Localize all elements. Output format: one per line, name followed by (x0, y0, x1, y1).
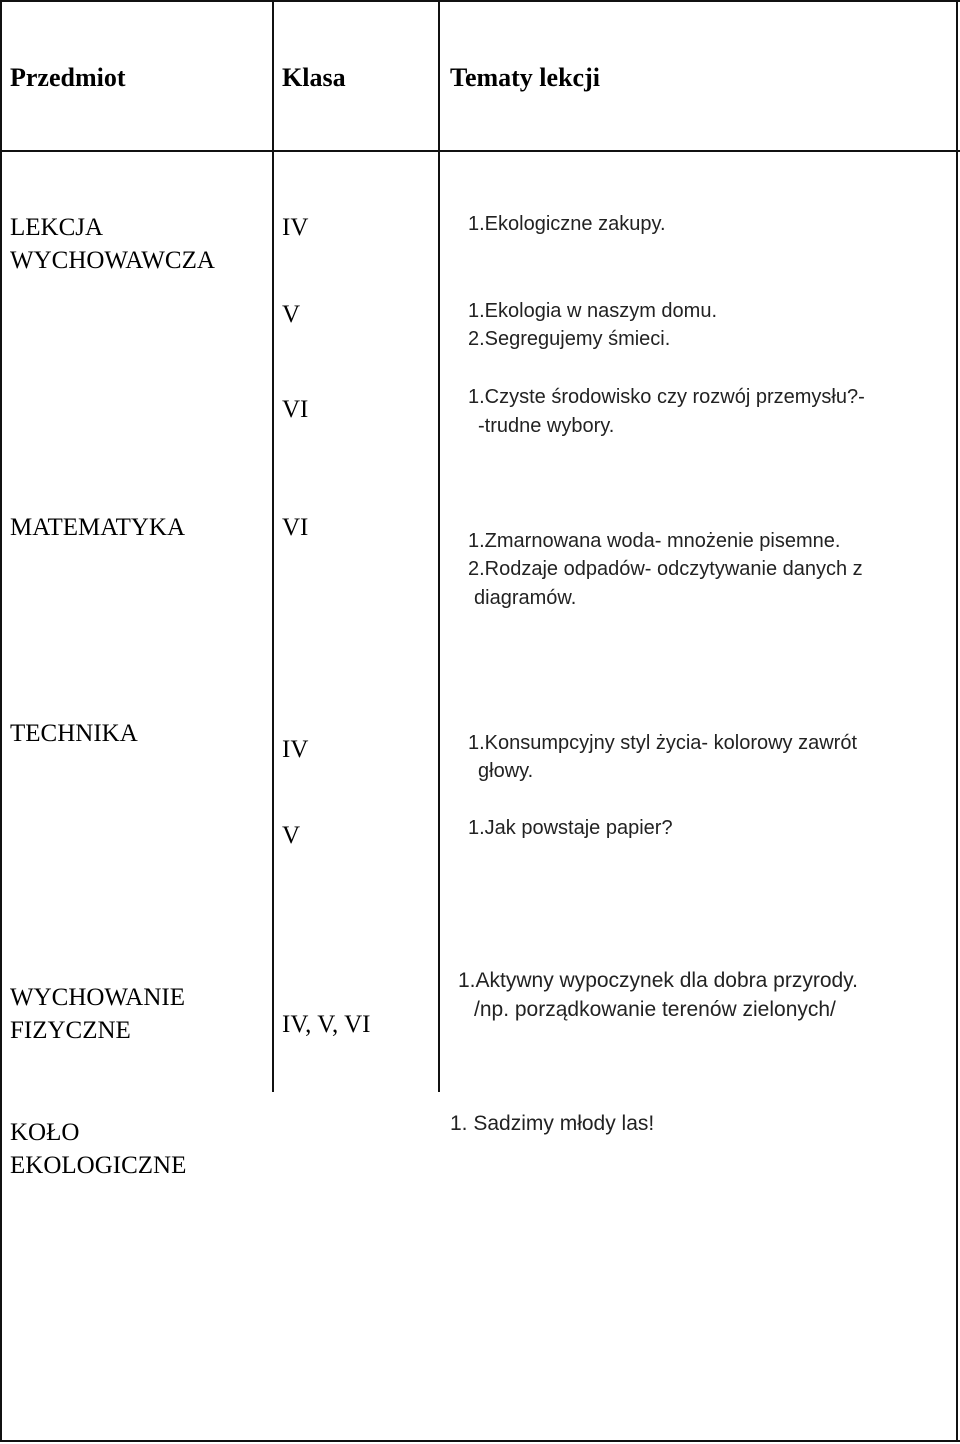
class-cell: V (282, 301, 301, 328)
topic-line: 2.Segregujemy śmieci. (468, 328, 671, 350)
topic-line: -trudne wybory. (478, 415, 615, 437)
subject-cell: WYCHOWANIE (10, 984, 185, 1011)
topic-line: 1.Ekologiczne zakupy. (468, 213, 666, 235)
subject-cell: WYCHOWAWCZA (10, 247, 215, 274)
header-topics: Tematy lekcji (450, 63, 600, 92)
table-border-top (0, 0, 960, 2)
subject-cell: FIZYCZNE (10, 1017, 131, 1044)
topic-line: głowy. (478, 760, 534, 782)
subject-cell: KOŁO (10, 1119, 80, 1146)
subject-cell: MATEMATYKA (10, 514, 185, 541)
column-divider-subject (272, 0, 274, 1092)
topic-line: diagramów. (474, 587, 577, 609)
table-border-right (956, 0, 958, 1442)
header-divider (0, 150, 960, 152)
table-border-left (0, 0, 2, 1442)
column-divider-class (438, 0, 440, 1092)
class-cell: IV (282, 214, 309, 241)
class-cell: VI (282, 396, 309, 423)
topic-line: 1.Jak powstaje papier? (468, 817, 673, 839)
topic-line: 1.Zmarnowana woda- mnożenie pisemne. (468, 530, 841, 552)
topic-line: 1.Ekologia w naszym domu. (468, 300, 718, 322)
subject-cell: TECHNIKA (10, 720, 138, 747)
topic-line: 1.Czyste środowisko czy rozwój przemysłu?- (468, 386, 865, 408)
topic-line: 1.Aktywny wypoczynek dla dobra przyrody. (458, 969, 858, 992)
class-cell: V (282, 822, 301, 849)
topic-line: 1.Konsumpcyjny styl życia- kolorowy zawrót (468, 732, 858, 754)
subject-cell: EKOLOGICZNE (10, 1152, 187, 1179)
class-cell: IV, V, VI (282, 1011, 371, 1038)
table-border-bottom (0, 1440, 960, 1442)
header-subject: Przedmiot (10, 63, 126, 92)
class-cell: VI (282, 514, 309, 541)
subject-cell: LEKCJA (10, 214, 104, 241)
topic-line: /np. porządkowanie terenów zielonych/ (474, 998, 836, 1021)
topic-line: 1. Sadzimy młody las! (450, 1112, 655, 1135)
topic-line: 2.Rodzaje odpadów- odczytywanie danych z (468, 558, 863, 580)
class-cell: IV (282, 736, 309, 763)
header-class: Klasa (282, 63, 346, 92)
